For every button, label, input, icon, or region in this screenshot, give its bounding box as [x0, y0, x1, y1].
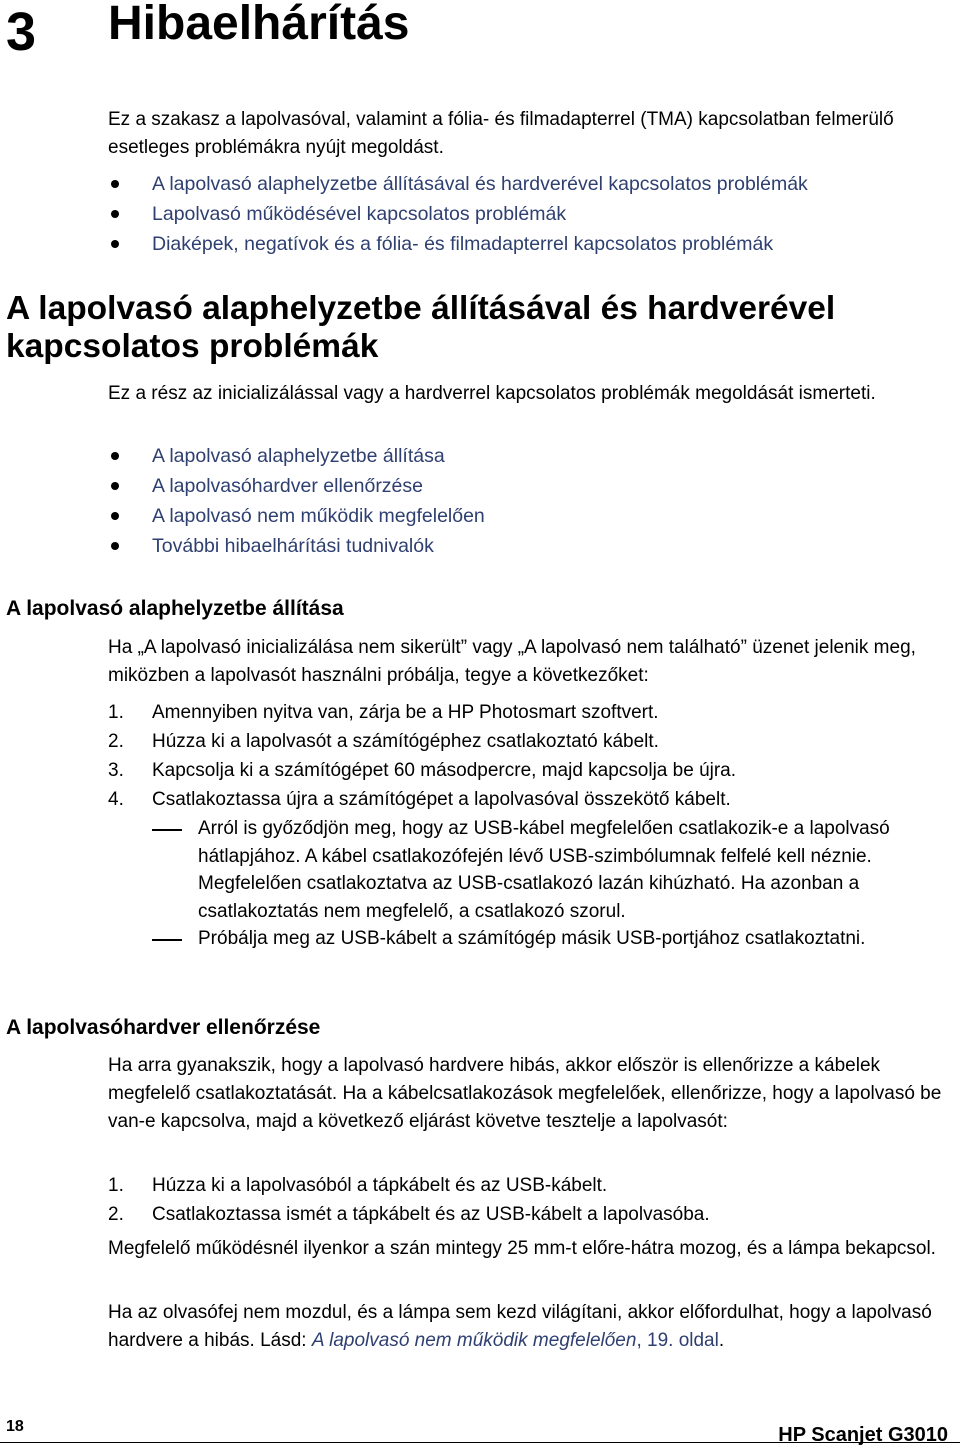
- intro-paragraph: Ez a szakasz a lapolvasóval, valamint a fólia- és filmadapterrel (TMA) kapcsolatban felmerülő esetleges problémákra nyújt megoldást.: [108, 109, 894, 158]
- step-number: 2.: [108, 1204, 124, 1225]
- para3-period: .: [718, 1330, 725, 1351]
- section1-link-more-info[interactable]: További hibaelhárítási tudnivalók: [108, 531, 948, 561]
- xref-title: A lapolvasó nem működik megfelelően: [311, 1330, 637, 1351]
- step-text: Kapcsolja ki a számítógépet 60 másodpercre, majd kapcsolja be újra.: [152, 760, 737, 781]
- chapter-title: Hibaelhárítás: [108, 0, 410, 50]
- section2-subitems: [152, 815, 952, 953]
- cross-reference-link[interactable]: [312, 1330, 719, 1351]
- step-number: 1.: [108, 1175, 124, 1196]
- intro-link-list: [108, 169, 948, 259]
- section1-link-reset[interactable]: A lapolvasó alaphelyzetbe állítása: [108, 441, 948, 471]
- step-item: [108, 698, 948, 727]
- section1-intro: Ez a rész az inicializálással vagy a hardverrel kapcsolatos problémák megoldását ismerteti.: [108, 383, 876, 404]
- section1-link-hardware-check[interactable]: A lapolvasóhardver ellenőrzése: [108, 471, 948, 501]
- intro-link-operation[interactable]: Lapolvasó működésével kapcsolatos problémák: [108, 199, 948, 229]
- para3-text: Ha az olvasófej nem mozdul, és a lámpa sem kezd világítani, akkor előfordulhat, hogy a lapolvasó hardvere a hibás. Lásd:: [108, 1302, 932, 1351]
- step-item: [108, 785, 948, 814]
- intro-link-slides-tma[interactable]: Diaképek, negatívok és a fólia- és filmadapterrel kapcsolatos problémák: [108, 229, 948, 259]
- section1-link-list: [108, 441, 948, 561]
- xref-page: , 19. oldal: [636, 1330, 719, 1351]
- step-item: [108, 756, 948, 785]
- section3-heading: A lapolvasóhardver ellenőrzése: [6, 1016, 321, 1039]
- intro-link-reset-hardware[interactable]: A lapolvasó alaphelyzetbe állításával és hardverével kapcsolatos problémák: [108, 169, 948, 199]
- step-number: 2.: [108, 731, 124, 752]
- footer-page-number: 18: [6, 1418, 24, 1435]
- footer-product-name: HP Scanjet G3010: [778, 1424, 948, 1446]
- section2-intro: Ha „A lapolvasó inicializálása nem sikerült” vagy „A lapolvasó nem található” üzenet jelenik meg, miközben a lapolvasót használni próbálja, tegye a következőket:: [108, 637, 916, 686]
- step-item: [108, 1171, 948, 1200]
- dash-item: Próbálja meg az USB-kábelt a számítógép másik USB-portjához csatlakoztatni.: [152, 925, 952, 953]
- step-item: [108, 1200, 948, 1229]
- step-text: Csatlakoztassa ismét a tápkábelt és az USB-kábelt a lapolvasóba.: [152, 1204, 710, 1225]
- dash-item: Arról is győződjön meg, hogy az USB-kábel megfelelően csatlakozik-e a lapolvasó hátlapjához. A kábel csatlakozófején lévő USB-szimbólumnak felfelé kell néznie. Megfelelően csatlakoztatva az USB-csatlakozó lazán kihúzható. Ha azonban a csatlakoztatás nem megfelelő, a csatlakozó szorul.: [152, 815, 952, 925]
- step-item: [108, 727, 948, 756]
- step-text: Csatlakoztassa újra a számítógépet a lapolvasóval összekötő kábelt.: [152, 789, 731, 810]
- step-number: 4.: [108, 789, 124, 810]
- step-text: Amennyiben nyitva van, zárja be a HP Photosmart szoftvert.: [152, 702, 659, 723]
- step-text: Húzza ki a lapolvasót a számítógéphez csatlakoztató kábelt.: [152, 731, 659, 752]
- section1-heading: A lapolvasó alaphelyzetbe állításával és hardverével kapcsolatos problémák: [6, 290, 836, 365]
- section3-steps: [108, 1171, 948, 1229]
- section2-steps: [108, 698, 948, 814]
- step-text: Húzza ki a lapolvasóból a tápkábelt és az USB-kábelt.: [152, 1175, 608, 1196]
- section1-link-not-working[interactable]: A lapolvasó nem működik megfelelően: [108, 501, 948, 531]
- section3-intro: Ha arra gyanakszik, hogy a lapolvasó hardvere hibás, akkor először is ellenőrizze a kábelek megfelelő csatlakoztatását. Ha a kábelcsatlakozások megfelelőek, ellenőrizze, hogy a lapolvasó be van-e kapcsolva, majd a következő eljárást követve tesztelje a lapolvasót:: [108, 1055, 942, 1132]
- chapter-number: 3: [6, 2, 37, 62]
- step-number: 3.: [108, 760, 124, 781]
- section3-paragraph-3: [108, 1299, 948, 1355]
- step-number: 1.: [108, 702, 124, 723]
- section2-heading: A lapolvasó alaphelyzetbe állítása: [6, 597, 344, 620]
- section3-paragraph-2: Megfelelő működésnél ilyenkor a szán mintegy 25 mm-t előre-hátra mozog, és a lámpa bekapcsol.: [108, 1238, 936, 1259]
